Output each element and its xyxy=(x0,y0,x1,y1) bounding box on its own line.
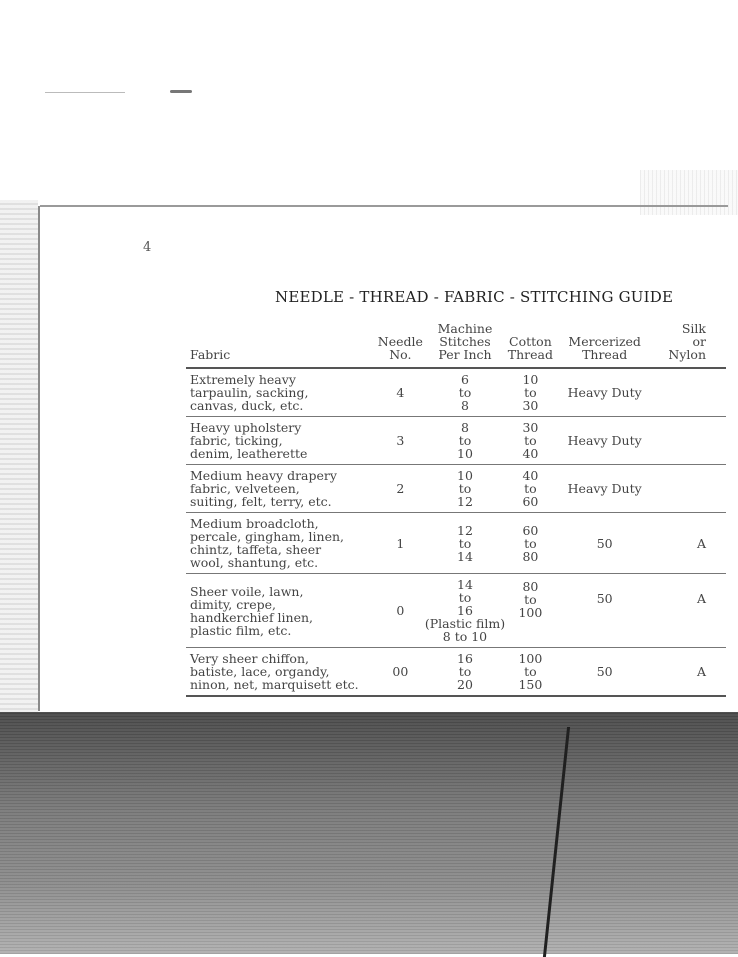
header-fabric: Fabric xyxy=(186,322,376,368)
cell-silk: A xyxy=(654,648,726,697)
cell-mercerized: 50 xyxy=(556,574,654,648)
header-stitches: Machine Stitches Per Inch xyxy=(425,322,505,368)
cell-cotton: 10 to 30 xyxy=(505,368,556,417)
header-cotton: Cotton Thread xyxy=(505,322,556,368)
cell-silk: A xyxy=(654,574,726,648)
page-top-edge xyxy=(40,205,728,207)
cell-needle: 2 xyxy=(376,465,425,513)
header-needle: Needle No. xyxy=(376,322,425,368)
cell-stitches: 10 to 12 xyxy=(425,465,505,513)
header-silk: Silk or Nylon xyxy=(654,322,726,368)
cell-silk xyxy=(654,465,726,513)
scan-smudge-line xyxy=(45,92,125,93)
cell-fabric: Heavy upholstery fabric, ticking, denim, leatherette xyxy=(186,417,376,465)
cell-stitches: 12 to 14 xyxy=(425,513,505,574)
cell-fabric: Very sheer chiffon, batiste, lace, organdy, ninon, net, marquisett etc. xyxy=(186,648,376,697)
header-mercerized: Mercerized Thread xyxy=(556,322,654,368)
scan-crease-line xyxy=(543,727,570,957)
cell-needle: 4 xyxy=(376,368,425,417)
page-title: NEEDLE - THREAD - FABRIC - STITCHING GUIDE xyxy=(275,288,674,306)
table-row xyxy=(186,648,726,697)
cell-mercerized: 50 xyxy=(556,648,654,697)
cell-cotton: 30 to 40 xyxy=(505,417,556,465)
cell-silk xyxy=(654,368,726,417)
cell-mercerized: 50 xyxy=(556,513,654,574)
cell-stitches: 14 to 16 (Plastic film) 8 to 10 xyxy=(425,574,505,648)
cell-mercerized: Heavy Duty xyxy=(556,417,654,465)
scan-top-speckle xyxy=(640,170,738,215)
cell-cotton: 80 to 100 xyxy=(505,574,556,648)
cell-silk xyxy=(654,417,726,465)
cell-stitches: 16 to 20 xyxy=(425,648,505,697)
table-row xyxy=(186,417,726,465)
cell-needle: 1 xyxy=(376,513,425,574)
scan-smudge-mark xyxy=(170,90,192,93)
cell-mercerized: Heavy Duty xyxy=(556,368,654,417)
table-row xyxy=(186,513,726,574)
scan-left-edge-shadow xyxy=(0,200,38,720)
cell-stitches: 6 to 8 xyxy=(425,368,505,417)
cell-needle: 0 xyxy=(376,574,425,648)
cell-needle: 3 xyxy=(376,417,425,465)
cell-needle: 00 xyxy=(376,648,425,697)
cell-cotton: 100 to 150 xyxy=(505,648,556,697)
page-left-edge xyxy=(38,206,40,711)
table-row xyxy=(186,465,726,513)
scan-background-dark-area xyxy=(0,712,738,954)
cell-fabric: Sheer voile, lawn, dimity, crepe, handkerchief linen, plastic film, etc. xyxy=(186,574,376,648)
cell-fabric: Medium broadcloth, percale, gingham, linen, chintz, taffeta, sheer wool, shantung, etc. xyxy=(186,513,376,574)
cell-fabric: Medium heavy drapery fabric, velveteen, suiting, felt, terry, etc. xyxy=(186,465,376,513)
cell-cotton: 40 to 60 xyxy=(505,465,556,513)
stitching-guide-table xyxy=(186,322,726,697)
cell-fabric: Extremely heavy tarpaulin, sacking, canvas, duck, etc. xyxy=(186,368,376,417)
table-row xyxy=(186,368,726,417)
table-row xyxy=(186,574,726,648)
cell-stitches: 8 to 10 xyxy=(425,417,505,465)
cell-cotton: 60 to 80 xyxy=(505,513,556,574)
cell-mercerized: Heavy Duty xyxy=(556,465,654,513)
cell-silk: A xyxy=(654,513,726,574)
page-number: 4 xyxy=(143,240,152,255)
table-header-row xyxy=(186,322,726,368)
